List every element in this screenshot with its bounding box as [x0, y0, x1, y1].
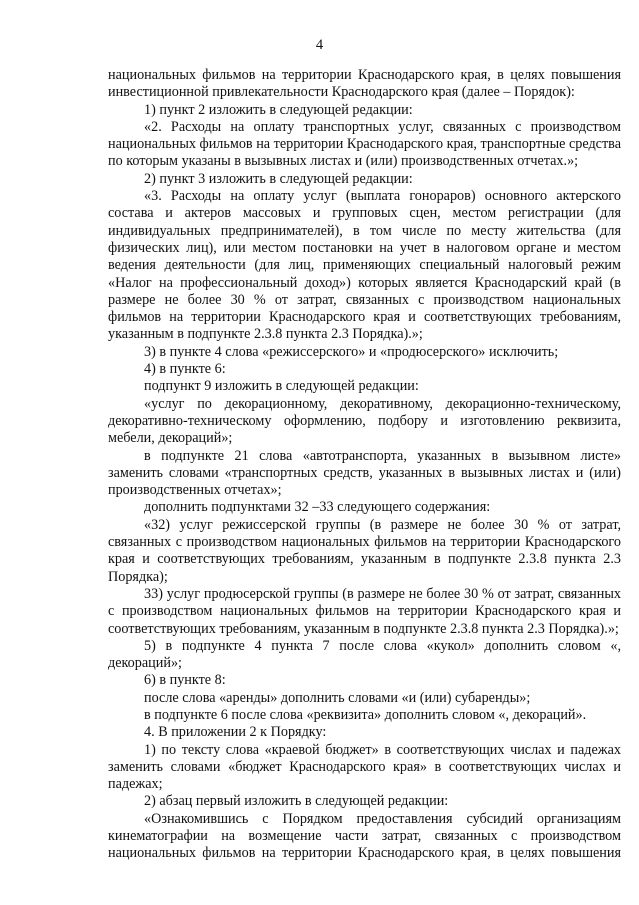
paragraph-subclause-33: 33) услуг продюсерской группы (в размере не более 30 % от затрат, связанных с производством национальных фильмов на территории Краснодарского края и соответствующих требованиям, указанным в подпункте 2.3.8 пункта 2.3 Порядка).»;: [108, 585, 621, 637]
document-body: [108, 67, 621, 863]
paragraph-item-6: 6) в пункте 8:: [144, 672, 226, 689]
paragraph-subclause-21: в подпункте 21 слова «автотранспорта, указанных в вызывном листе» заменить словами «транспортных средств, указанных в вызывных листах и (или) производственных отчетах»;: [108, 447, 621, 499]
paragraph-item-6-props: в подпункте 6 после слова «реквизита» дополнить словом «, декораций».: [144, 706, 587, 723]
paragraph-item-2: 2) пункт 3 изложить в следующей редакции:: [144, 170, 413, 187]
paragraph-subclause-9-text: «услуг по декорационному, декоративному, декорационно-техническому, декоративно-техническому оформлению, подбору и изготовлению реквизита, мебели, декораций»;: [108, 395, 621, 447]
paragraph-item-5: 5) в подпункте 4 пункта 7 после слова «кукол» дополнить словом «, декораций»;: [108, 637, 621, 672]
paragraph-continuation: национальных фильмов на территории Краснодарского края, в целях повышения инвестиционной привлекательности Краснодарского края (далее – Порядок):: [108, 67, 621, 101]
page-number: 4: [315, 37, 324, 53]
paragraph-item-3: 3) в пункте 4 слова «режиссерского» и «продюсерского» исключить;: [144, 343, 559, 360]
paragraph-quote-clause-3: «3. Расходы на оплату услуг (выплата гонораров) основного актерского состава и актеров массовых и групповых сцен, местом регистрации (для индивидуальных предпринимателей), в том числе по месту жительства (для физических лиц), или местом постановки на учет в налоговом органе и местом ведения деятельности (для лиц, применяющих специальный налоговый режим «Налог на профессиональный доход») которых является Краснодарский край (в размере не более 30 % от затрат, связанных с производством национальных фильмов на территории Краснодарского края и соответствующих требованиям, указанным в подпункте 2.3.8 пункта 2.3 Порядка).»;: [108, 188, 621, 343]
paragraph-add-subclauses: дополнить подпунктами 32 –33 следующего содержания:: [144, 499, 491, 516]
paragraph-subclause-32: «32) услуг режиссерской группы (в размере не более 30 % от затрат, связанных с производством национальных фильмов на территории Краснодарского края и соответствующих требованиям, указанным в подпункте 2.3.8 пункта 2.3 Порядка);: [108, 516, 621, 585]
paragraph-subclause-9-intro: подпункт 9 изложить в следующей редакции:: [144, 378, 419, 395]
paragraph-section-4-item-1: 1) по тексту слова «краевой бюджет» в соответствующих числах и падежах заменить словами «бюджет Краснодарского края» в соответствующих числах и падежах;: [108, 741, 621, 793]
paragraph-item-6-rent: после слова «аренды» дополнить словами «и (или) субаренды»;: [144, 689, 531, 706]
paragraph-quote-clause-2: «2. Расходы на оплату транспортных услуг, связанных с производством национальных фильмов на территории Краснодарского края, транспортные средства по которым указаны в вызывных листах и (или) производственных отчетах.»;: [108, 118, 621, 170]
paragraph-section-4: 4. В приложении 2 к Порядку:: [144, 724, 327, 741]
paragraph-section-4-item-2: 2) абзац первый изложить в следующей редакции:: [144, 793, 449, 810]
paragraph-item-1: 1) пункт 2 изложить в следующей редакции:: [144, 101, 413, 118]
paragraph-quote-acknowledgement: «Ознакомившись с Порядком предоставления субсидий организациям кинематографии на возмещение части затрат, связанных с производством национальных фильмов на территории Краснодарского края, в целях повышения: [108, 810, 621, 862]
paragraph-item-4: 4) в пункте 6:: [144, 361, 226, 378]
